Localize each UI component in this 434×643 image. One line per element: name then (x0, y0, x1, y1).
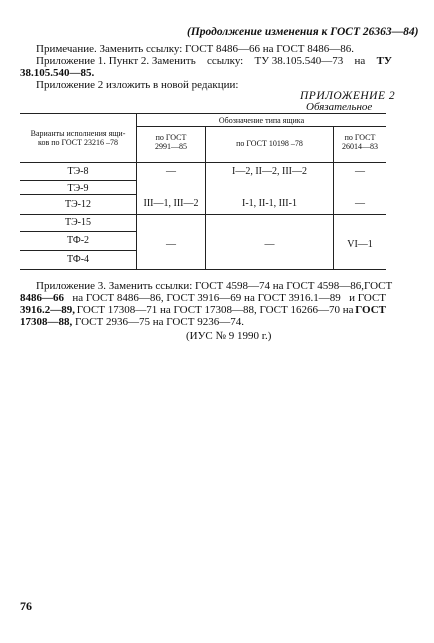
header-group: Обозначение типа ящика (218, 116, 305, 125)
appendix1-line2: 38.105.540—85. (20, 67, 95, 79)
table-row: ТФ-2 (66, 235, 90, 246)
footnote: (ИУС № 9 1990 г.) (186, 330, 272, 342)
group2-col3: — (355, 198, 365, 209)
table-row: ТЭ-15 (64, 217, 92, 228)
appendix-title: ПРИЛОЖЕНИЕ 2 (300, 90, 396, 102)
group2-col1: III—1, III—2 (143, 198, 199, 209)
page-header: (Продолжение изменения к ГОСТ 26363—84) (187, 26, 419, 38)
header-col-gost10198: по ГОСТ 10198 –78 (236, 139, 303, 148)
group1-col3: — (355, 166, 365, 177)
table-row: ТФ-4 (66, 254, 90, 265)
group3-col2: — (264, 239, 275, 250)
appendix1-line1: Приложение 1. Пункт 2. Заменить ссылку: ТУ 38.105.540—73 на ТУ (36, 55, 392, 67)
table-row: ТЭ-12 (64, 199, 92, 210)
header-col-gost26014: по ГОСТ 26014—83 (342, 133, 378, 151)
appendix3-line3: 3916.2—89, ГОСТ 17308—71 на ГОСТ 17308—88, ГОСТ 16266—70 на ГОСТ (20, 304, 386, 316)
group1-col1: — (166, 166, 176, 177)
appendix-subtitle: Обязательное (306, 101, 373, 113)
group2-col2: I-1, II-1, III-1 (242, 198, 297, 209)
header-variants: Варианты исполнения ящи- ков по ГОСТ 23216 –78 (30, 129, 126, 147)
appendix3-line2: 8486—66 на ГОСТ 8486—86, ГОСТ 3916—69 на ГОСТ 3916.1—89 и ГОСТ (20, 292, 386, 304)
table-row: ТЭ-8 (67, 166, 89, 177)
group3-col1: — (166, 239, 176, 250)
group1-col2: I—2, II—2, III—2 (232, 166, 307, 177)
note-paragraph: Примечание. Заменить ссылку: ГОСТ 8486—66 на ГОСТ 8486—86. (36, 43, 355, 55)
appendix3-line1: Приложение 3. Заменить ссылки: ГОСТ 4598—74 на ГОСТ 4598—86, ГОСТ (36, 280, 393, 292)
header-col-gost2991: по ГОСТ 2991—85 (155, 133, 187, 151)
appendix2-intro: Приложение 2 изложить в новой редакции: (36, 79, 239, 91)
group3-col3: VI—1 (347, 239, 373, 250)
table-row: ТЭ-9 (67, 183, 89, 194)
page-number: 76 (20, 599, 32, 613)
appendix3-line4: 17308—88, ГОСТ 2936—75 на ГОСТ 9236—74. (20, 316, 244, 328)
